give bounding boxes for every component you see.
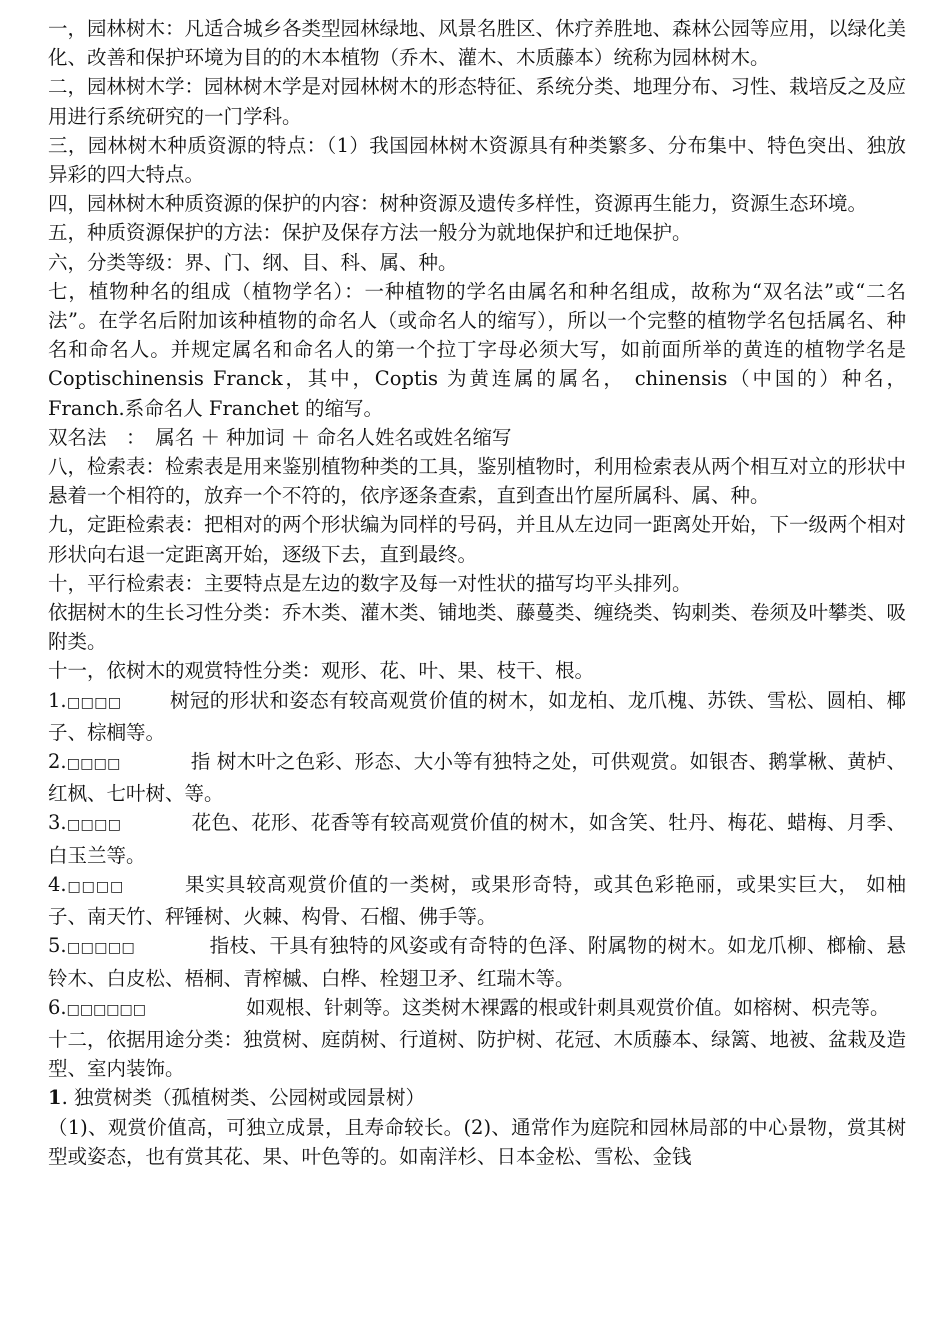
- section-title: . 独赏树类（孤植树类、公园树或园景树）: [61, 1086, 425, 1110]
- item-text: 果实具较高观赏价值的一类树，或果形奇特，或其色彩艳丽，或果实巨大， 如柚子、南天竹、秤锤树、火棘、构骨、石榴、佛手等。: [48, 872, 906, 929]
- item-text: 树冠的形状和姿态有较高观赏价值的树木，如龙柏、龙爪槐、苏铁、雪松、圆柏、椰子、棕榈等。: [48, 688, 906, 744]
- item-number: 3.: [48, 811, 67, 835]
- paragraph-9: 九，定距检索表：把相对的两个形状编为同样的号码，并且从左边同一距离处开始，下一级两个相对形状向右退一定距离开始，逐级下去，直到最终。: [48, 513, 907, 566]
- ornamental-item-2: [48, 747, 906, 808]
- paragraph-13: （1)、观赏价值高，可独立成景，且寿命较长。(2)、通常作为庭院和园林局部的中心景物，赏其树型或姿态，也有赏其花、果、叶色等的。如南洋杉、日本金松、雪松、金钱: [48, 1115, 906, 1168]
- item-number: 6.: [48, 995, 67, 1019]
- document-body: [48, 14, 906, 1171]
- item-number: 4.: [48, 872, 67, 896]
- ornamental-item-4: [48, 870, 906, 931]
- missing-glyph-box: □□□□□□: [66, 1001, 146, 1018]
- missing-glyph-box: □□□□: [66, 756, 121, 773]
- missing-glyph-box: □□□□: [66, 694, 122, 711]
- paragraph-2: 二，园林树木学：园林树木学是对园林树木的形态特征、系统分类、地理分布、习性、栽培反之及应用进行系统研究的一门学科。: [48, 75, 907, 128]
- paragraph-11: 十一，依树木的观赏特性分类：观形、花、叶、果、枝干、根。: [48, 659, 595, 683]
- item-number: 2.: [48, 750, 67, 774]
- item-number: 1.: [48, 688, 67, 712]
- missing-glyph-box: □□□□: [66, 817, 122, 834]
- paragraph-4: 四，园林树木种质资源的保护的内容：树种资源及遗传多样性，资源再生能力，资源生态环境。: [48, 192, 868, 216]
- section-heading-1: [48, 1083, 906, 1112]
- missing-glyph-box: □□□□: [66, 878, 125, 895]
- item-text: 花色、花形、花香等有较高观赏价值的树木，如含笑、牡丹、梅花、蜡梅、月季、白玉兰等。: [48, 811, 906, 867]
- ornamental-item-5: [48, 931, 906, 992]
- item-text: 指枝、干具有独特的风姿或有奇特的色泽、附属物的树木。如龙爪柳、榔榆、悬铃木、白皮松、梧桐、青榨槭、白桦、栓翅卫矛、红瑞木等。: [48, 934, 906, 990]
- paragraph-8: 八，检索表：检索表是用来鉴别植物种类的工具，鉴别植物时，利用检索表从两个相互对立的形状中悬着一个相符的，放弃一个不符的，依序逐条查索，直到查出竹屋所属科、属、种。: [48, 455, 907, 508]
- paragraph-12: 十二，依据用途分类：独赏树、庭荫树、行道树、防护树、花冠、木质藤本、绿篱、地被、盆栽及造型、室内装饰。: [48, 1027, 907, 1081]
- binomial-formula: 双名法 ： 属名 ＋ 种加词 ＋ 命名人姓名或姓名缩写: [48, 425, 512, 449]
- ornamental-item-6: [48, 993, 906, 1025]
- item-text: 指 树木叶之色彩、形态、大小等有独特之处，可供观赏。如银杏、鹅掌楸、黄栌、红枫、七叶树、等。: [48, 750, 906, 806]
- ornamental-item-1: [48, 686, 906, 747]
- missing-glyph-box: □□□□□: [66, 940, 136, 957]
- paragraph-5: 五，种质资源保护的方法：保护及保存方法一般分为就地保护和迁地保护。: [48, 221, 692, 245]
- paragraph-6: 六，分类等级：界、门、纲、目、科、属、种。: [48, 250, 458, 274]
- paragraph-3: 三，园林树木种质资源的特点：（1）我国园林树木资源具有种类繁多、分布集中、特色突出、独放异彩的四大特点。: [48, 133, 906, 187]
- paragraph-1: 一，园林树木：凡适合城乡各类型园林绿地、风景名胜区、休疗养胜地、森林公园等应用，以绿化美化、改善和保护环境为目的的木本植物（乔木、灌木、木质藤本）统称为园林树木。: [48, 17, 907, 70]
- item-text: 如观根、针刺等。这类树木裸露的根或针刺具观赏价值。如榕树、枳壳等。: [245, 995, 890, 1019]
- paragraph-growth-habit: 依据树木的生长习性分类：乔木类、灌木类、铺地类、藤蔓类、缠绕类、钩刺类、卷须及叶攀类、吸附类。: [48, 601, 907, 654]
- paragraph-10: 十，平行检索表：主要特点是左边的数字及每一对性状的描写均平头排列。: [48, 571, 692, 595]
- item-number: 5.: [48, 934, 67, 958]
- section-number: 1: [48, 1086, 62, 1110]
- paragraph-7: 七，植物种名的组成（植物学名）：一种植物的学名由属名和种名组成，故称为“双名法”或“二名法”。在学名后附加该种植物的命名人（或命名人的缩写），所以一个完整的植物学名包括属名、种名和命名人。并规定属名和命名人的第一个拉丁字母必须大写，如前面所举的黄连的植物学名是 Coptischinensis Franck，其中，Coptis 为黄连属的属名， chinensis（中国的）种名，Franch.系命名人 Franchet 的缩写。: [48, 279, 906, 420]
- ornamental-item-3: [48, 808, 906, 869]
